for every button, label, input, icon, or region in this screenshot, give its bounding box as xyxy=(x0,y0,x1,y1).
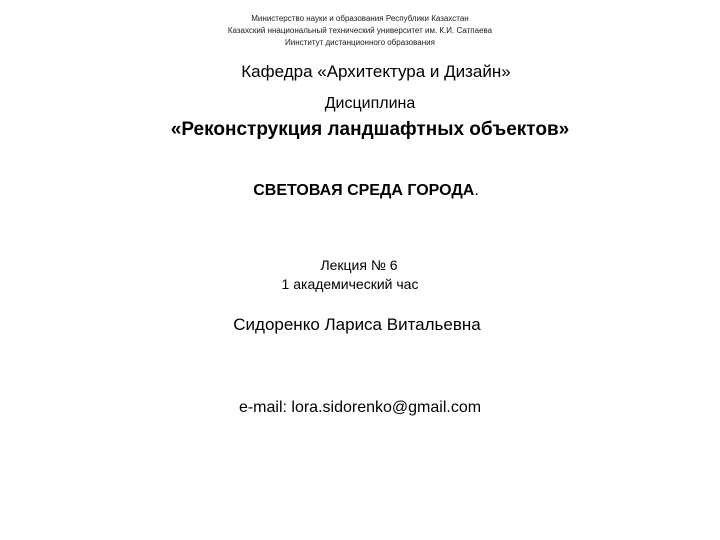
lecture-topic-text: СВЕТОВАЯ СРЕДА ГОРОДА xyxy=(253,182,475,199)
lecturer-email: e-mail: lora.sidorenko@gmail.com xyxy=(238,399,482,416)
department-title: Кафедра «Архитектура и Дизайн» xyxy=(241,62,511,81)
lecture-number: Лекция № 6 xyxy=(320,257,398,273)
lecture-hours: 1 академический час xyxy=(281,276,419,292)
discipline-name: «Реконструкция ландшафтных объектов» xyxy=(170,119,570,140)
discipline-label: Дисциплина xyxy=(324,95,416,112)
lecture-topic-period: . xyxy=(474,182,479,199)
institute-heading: Иинститут дистанционного образования xyxy=(285,38,435,47)
lecturer-name: Сидоренко Лариса Витальевна xyxy=(233,315,481,334)
ministry-heading: Министерство науки и образования Республики Казахстан xyxy=(251,14,469,23)
lecture-topic xyxy=(0,183,720,199)
university-heading: Казахский ннациональный технический университет им. К.И. Сатпаева xyxy=(227,26,493,35)
